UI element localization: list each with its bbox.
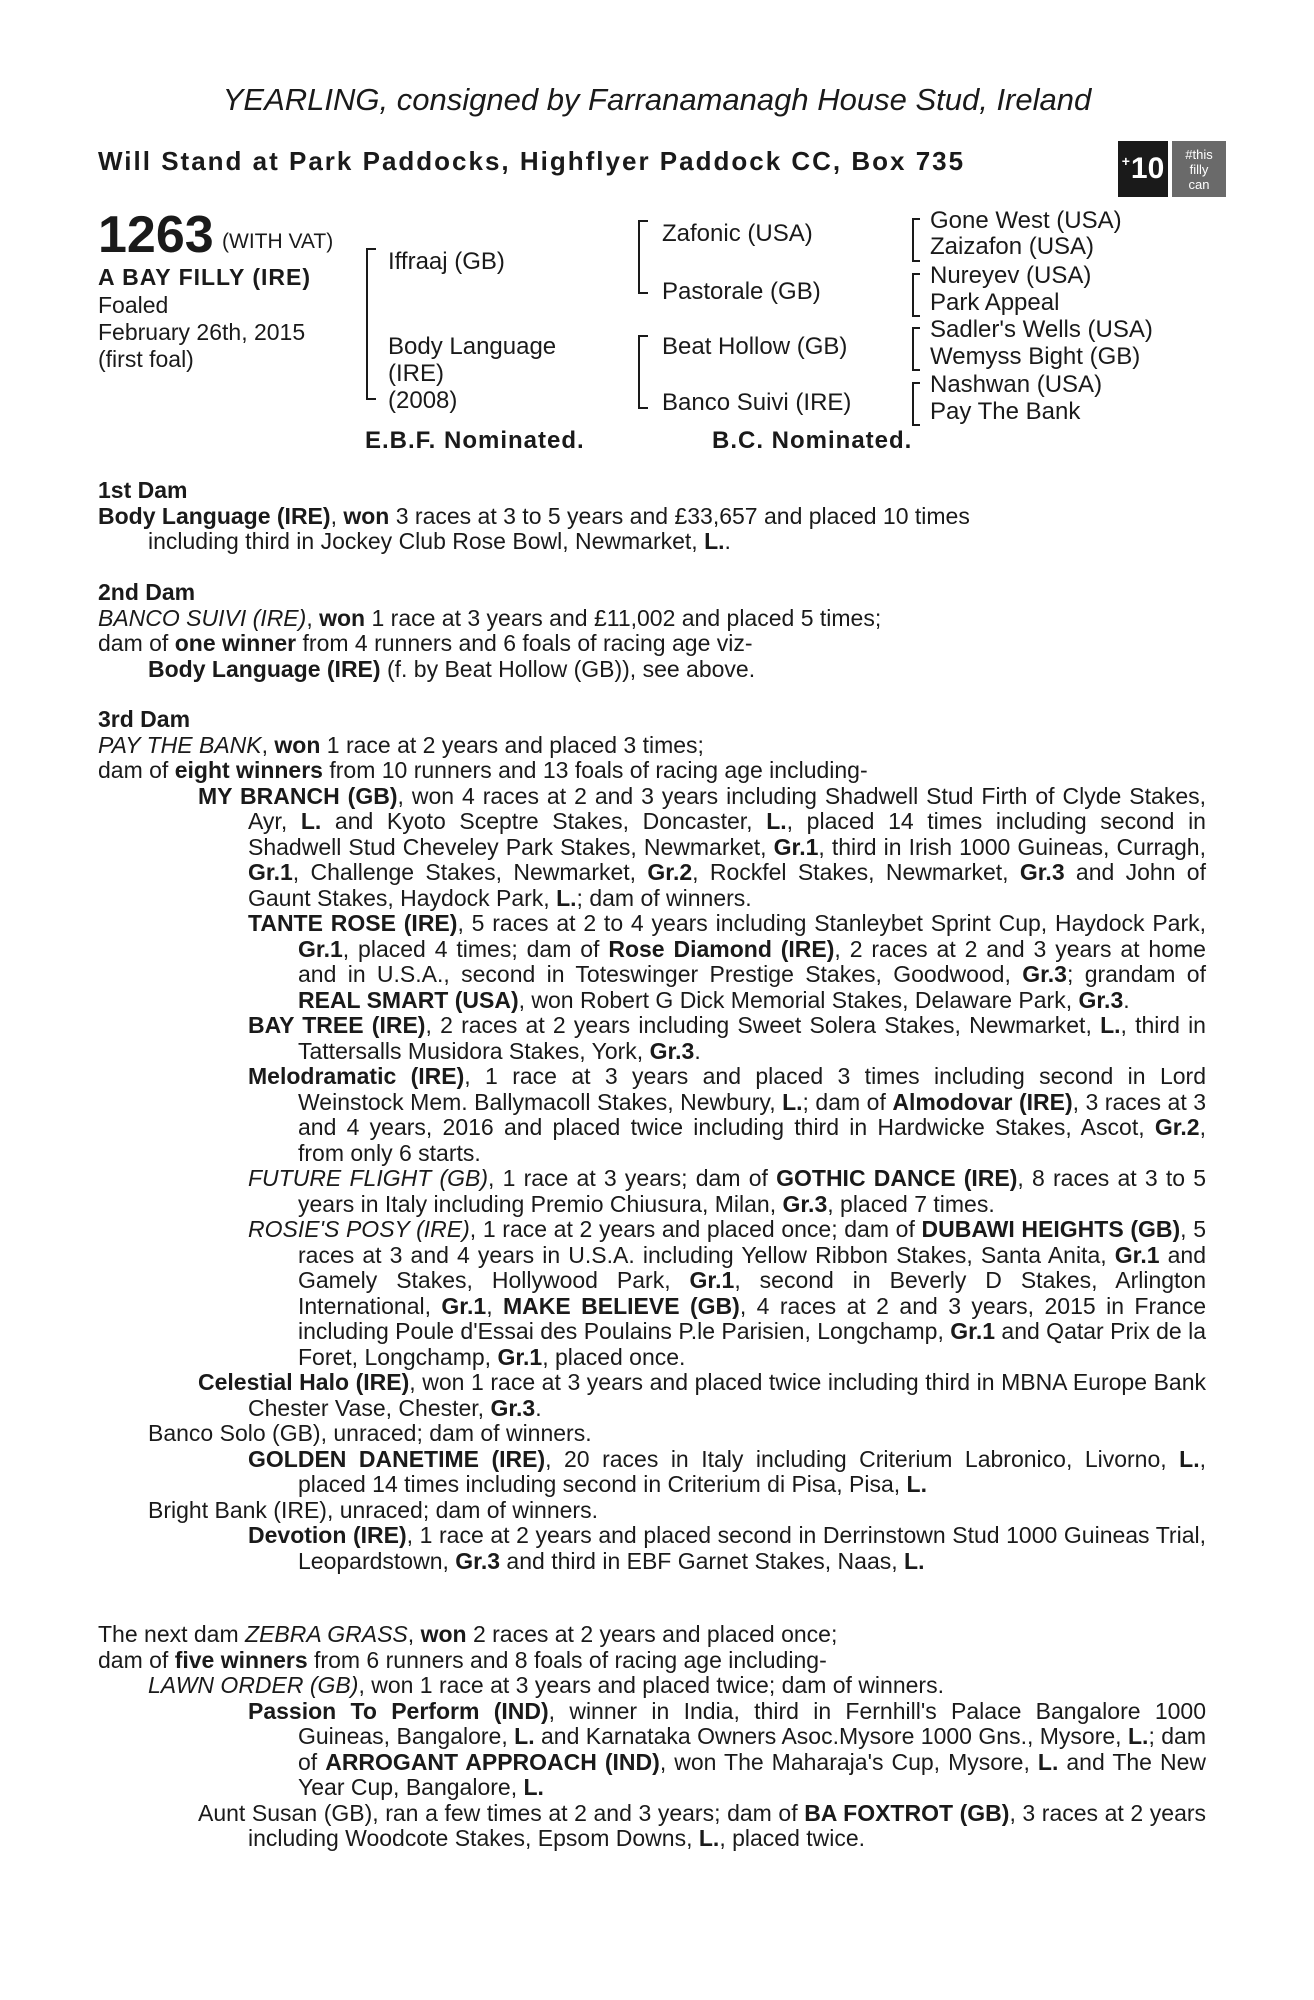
produce-entry: Passion To Perform (IND), winner in India, third in Fernhill's Palace Bangalore 1000 Guineas, Bangalore, L. and Karnataka Owners Asoc.Mysore 1000 Gns., Mysore, L.; dam of ARROGANT APPROACH (IND), won The Maharaja's Cup, Mysore, L. and The New Year Cup, Bangalore, L. [248,1697,1206,1800]
pedigree-g3-8: Pay The Bank [930,398,1081,425]
lot-name: A BAY FILLY (IRE) [98,264,311,290]
this-filly-can-badge: #this filly can [1172,141,1226,197]
pedigree-g3-5: Sadler's Wells (USA) [930,316,1153,343]
section-heading: 2nd Dam [98,579,196,605]
foaled-date: February 26th, 2015 [98,319,306,345]
pedigree-g3-7: Nashwan (USA) [930,371,1103,398]
pedigree-g3-4: Park Appeal [930,289,1060,316]
paragraph: PAY THE BANK, won 1 race at 2 years and placed 3 times; [98,731,704,758]
third-dam-section [98,707,1206,1574]
first-foal-note: (first foal) [98,346,194,372]
produce-entry: Bright Bank (IRE), unraced; dam of winners. [148,1496,598,1523]
next-dam-section [98,1622,1206,1852]
pedigree-dam-country: (IRE) [388,360,444,387]
pedigree-brace-2a [638,220,648,294]
produce-entry: FUTURE FLIGHT (GB), 1 race at 3 years; dam of GOTHIC DANCE (IRE), 8 races at 3 to 5 years in Italy including Premio Chiusura, Milan, Gr.3, placed 7 times. [248,1165,1206,1217]
pedigree-dam-name: Body Language [388,333,557,360]
produce-entry: Aunt Susan (GB), ran a few times at 2 and 3 years; dam of BA FOXTROT (GB), 3 races at 2 years including Woodcote Stakes, Epsom Downs, L., placed twice. [198,1799,1207,1851]
paragraph: dam of five winners from 6 runners and 8 foals of racing age including- [98,1646,827,1673]
pedigree-dam-year: (2008) [388,387,458,414]
lot-number: 1263 [98,206,214,264]
pedigree-brace-3c [912,327,920,371]
vat-note: (WITH VAT) [222,230,334,253]
produce-entry: ROSIE'S POSY (IRE), 1 race at 2 years and placed once; dam of DUBAWI HEIGHTS (GB), 5 races at 3 and 4 years in U.S.A. including Yellow Ribbon Stakes, Santa Anita, Gr.1 and Gamely Stakes, Hollywood Park, Gr.1, second in Beverly D Stakes, Arlington International, Gr.1, MAKE BELIEVE (GB), 4 races at 2 and 3 years, 2015 in France including Poule d'Essai des Poulains P.le Parisien, Longchamp, Gr.1 and Qatar Prix de la Foret, Longchamp, Gr.1, placed once. [248,1216,1207,1370]
produce-entry: Celestial Halo (IRE), won 1 race at 3 years and placed twice including third in MBNA Europe Bank Chester Vase, Chester, Gr.3. [198,1369,1206,1421]
pedigree-brace-1 [366,248,376,400]
pedigree-dam-sire: Beat Hollow (GB) [662,333,848,360]
pedigree-brace-2b [638,335,648,409]
paragraph: dam of eight winners from 10 runners and 13 foals of racing age including- [98,757,868,783]
pedigree-g3-3: Nureyev (USA) [930,262,1092,289]
pedigree-sire-dam: Pastorale (GB) [662,278,821,305]
produce-entry: BAY TREE (IRE), 2 races at 2 years including Sweet Solera Stakes, Newmarket, L., third in Tattersalls Musidora Stakes, York, Gr.3. [248,1012,1206,1064]
paragraph: The next dam ZEBRA GRASS, won 2 races at 2 years and placed once; [98,1621,838,1647]
produce-entry: GOLDEN DANETIME (IRE), 20 races in Italy including Criterium Labronico, Livorno, L., placed 14 times including second in Criterium di Pisa, Pisa, L. [248,1445,1206,1497]
pedigree-g3-6: Wemyss Bight (GB) [930,343,1141,370]
pedigree-brace-3b [912,273,920,317]
produce-entry: TANTE ROSE (IRE), 5 races at 2 to 4 years including Stanleybet Sprint Cup, Haydock Park, Gr.1, placed 4 times; dam of Rose Diamond (IRE), 2 races at 2 and 3 years at home and in U.S.A., second in Toteswinger Prestige Stakes, Goodwood, Gr.3; grandam of REAL SMART (USA), won Robert G Dick Memorial Stakes, Delaware Park, Gr.3. [248,910,1206,1013]
bc-nomination: B.C. Nominated. [712,427,913,454]
ebf-nomination: E.B.F. Nominated. [365,427,585,454]
paragraph: dam of one winner from 4 runners and 6 foals of racing age viz- [98,630,753,656]
pedigree-dam-dam: Banco Suivi (IRE) [662,389,852,416]
pedigree-sire-sire: Zafonic (USA) [662,220,813,247]
paragraph: Body Language (IRE), won 3 races at 3 to 5 years and £33,657 and placed 10 times [98,502,970,529]
produce-entry: LAWN ORDER (GB), won 1 race at 3 years and placed twice; dam of winners. [148,1672,944,1698]
plus-ten-badge: + 10 [1118,141,1168,197]
produce-entry: Devotion (IRE), 1 race at 2 years and placed second in Derrinstown Stud 1000 Guineas Trial, Leopardstown, Gr.3 and third in EBF Garnet Stakes, Naas, L. [248,1522,1206,1574]
first-dam-section [98,478,1206,555]
stand-location: Will Stand at Park Paddocks, Highflyer Paddock CC, Box 735 [98,146,966,176]
pedigree-g3-2: Zaizafon (USA) [930,233,1095,260]
pedigree-sire: Iffraaj (GB) [388,248,505,275]
produce-entry: MY BRANCH (GB), won 4 races at 2 and 3 years including Shadwell Stud Firth of Clyde Stakes, Ayr, L. and Kyoto Sceptre Stakes, Doncaster, L., placed 14 times including second in Shadwell Stud Cheveley Park Stakes, Newmarket, Gr.1, third in Irish 1000 Guineas, Curragh, Gr.1, Challenge Stakes, Newmarket, Gr.2, Rockfel Stakes, Newmarket, Gr.3 and John of Gaunt Stakes, Haydock Park, L.; dam of winners. [198,782,1206,911]
foaled-label: Foaled [98,292,169,318]
pedigree-brace-3a [912,218,920,262]
paragraph: Body Language (IRE) (f. by Beat Hollow (GB)), see above. [148,655,756,682]
produce-entry: Banco Solo (GB), unraced; dam of winners. [148,1420,592,1446]
pedigree-brace-3d [912,382,920,426]
section-heading: 1st Dam [98,477,188,503]
paragraph: including third in Jockey Club Rose Bowl, Newmarket, L.. [148,528,731,554]
catalogue-heading: YEARLING, consigned by Farranamanagh House Stud, Ireland [222,82,1092,117]
produce-entry: Melodramatic (IRE), 1 race at 3 years and placed 3 times including second in Lord Weinstock Mem. Ballymacoll Stakes, Newbury, L.; dam of Almodovar (IRE), 3 races at 3 and 4 years, 2016 and placed twice including third in Hardwicke Stakes, Ascot, Gr.2, from only 6 starts. [248,1063,1207,1166]
paragraph: BANCO SUIVI (IRE), won 1 race at 3 years and £11,002 and placed 5 times; [98,604,882,631]
section-heading: 3rd Dam [98,706,191,732]
pedigree-g3-1: Gone West (USA) [930,207,1122,234]
second-dam-section [98,580,1206,682]
